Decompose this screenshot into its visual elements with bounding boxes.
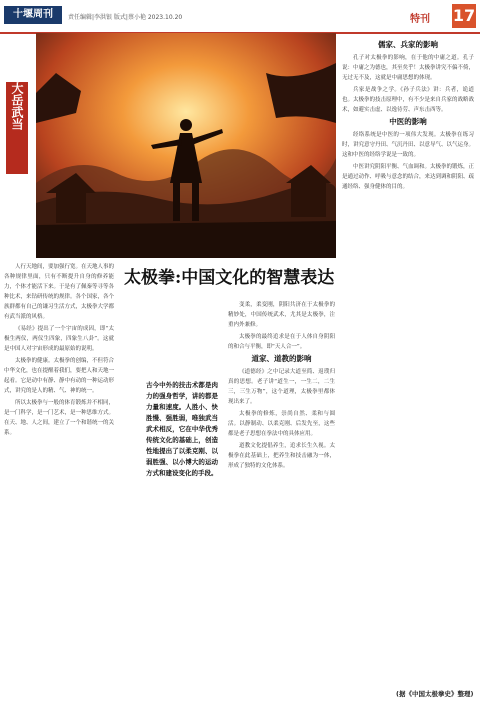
page-header bbox=[0, 0, 480, 34]
paragraph: 所以太极拳与一般的体育锻炼并不相同，是一门科学，是一门艺术，是一种思维方式。在天、地、人之间，建立了一个和谐统一的关系。 bbox=[4, 400, 114, 436]
masthead: 十堰周刊 bbox=[4, 6, 62, 24]
taichi-sunset-image bbox=[36, 33, 336, 258]
paragraph: 孔子对太极拳的影响，在于他的中庸之道。孔子说：中庸之为德也，其至矣乎！太极拳讲究不偏不倚，无过无不及，这就是中庸思想的体现。 bbox=[342, 55, 474, 81]
paragraph: 经络系统是中医的一项伟大发现。太极拳在练习时，讲究意守丹田、气沉丹田、以意导气、以气运身。这和中医的经络学说是一致的。 bbox=[342, 132, 474, 158]
section-label: 特刊 bbox=[410, 14, 430, 25]
paragraph: 兵家是战争之学。《孙子兵法》讲：兵者，诡道也。太极拳的技击原理中，有不少是来自兵家的战略战术，如避实击虚、以逸待劳、声东击西等。 bbox=[342, 87, 474, 113]
paragraph: 道教文化提倡养生，追求长生久视。太极拳在此基础上，把养生和技击融为一体，形成了独特的文化体系。 bbox=[228, 443, 335, 469]
article-column-1 bbox=[4, 262, 114, 686]
subheading-tao: 道家、道教的影响 bbox=[251, 354, 312, 363]
article-column-2 bbox=[228, 300, 335, 688]
source-note: (据《中国太极拳史》整理) bbox=[396, 690, 474, 698]
paragraph: 太极拳的最终追求是在于人体自身阴阳的和合与平衡，即“天人合一”。 bbox=[228, 334, 335, 350]
paragraph: 《易经》提出了一个宇宙的成因，即“太极生两仪，两仪生四象，四象生八卦”。这就是中国人对宇宙形成的最原始的说明。 bbox=[4, 326, 114, 352]
paragraph: 《道德经》之中记录大道至简、返璞归真的思想。老子讲“道生一，一生二，二生三，三生万物”，这个道理，太极拳里都体现出来了。 bbox=[228, 369, 335, 405]
article-column-3 bbox=[342, 38, 474, 686]
paragraph: 人行天地间，要加强行宽。在天地人事的各种规律里面，只有不断提升自身的修养能力，个体才能活下来。于是有了佩秦等寻等各种比术，来钻研传统的规律。各个国家，各个族群都有自己的谦习生活方式，太极拳大学都有武当派的风格。 bbox=[4, 264, 114, 320]
subheading-confucian-military: 儒家、兵家的影响 bbox=[378, 40, 438, 49]
paragraph: 太极拳的修炼，崇尚自然、柔和与圆活。以静制动、以柔克刚、后发先至，这些都是老子思想在拳法中的具体应用。 bbox=[228, 411, 335, 437]
paragraph: 太极拳的健康。太极拳的创编，不但符合中华文化，也在提醒着我们，要把人和天地一起看。它是动中有静、静中有动的一种运动形式，讲究的是人的精、气、神的统一。 bbox=[4, 358, 114, 394]
column-label-text: 大岳武当 bbox=[10, 82, 24, 130]
lead-paragraph: 古今中外的技击术都是肉力的强身哲学，讲的都是力量和速度。人胜小、快胜慢、强胜弱，唯独武当武术相反，它在中华优秀传统文化的基础上，创造性地提出了以柔克刚、以弱胜强、以小博大的运动方式和建设变化的手段。 bbox=[146, 381, 218, 477]
paragraph: 中医讲究阴阳平衡、气血调和。太极拳的锻炼，正是通过动作、呼吸与意念的结合，来达到调和阴阳、疏通经络、强身健体的目的。 bbox=[342, 164, 474, 190]
feature-photo bbox=[36, 33, 336, 258]
editor-credits: 责任编辑|李洪银 版式|蔡小艳 2023.10.20 bbox=[68, 14, 183, 21]
article-headline: 太极拳:中国文化的智慧表达 bbox=[124, 268, 335, 288]
column-label-vertical bbox=[6, 82, 28, 174]
page-number: 17 bbox=[452, 4, 476, 28]
subheading-chinese-medicine: 中医的影响 bbox=[389, 117, 427, 126]
paragraph: 变柔，柔变刚，阴阳共济在于太极拳的精妙处，中国传统武术，尤其是太极拳，注重内外兼修。 bbox=[228, 302, 335, 328]
